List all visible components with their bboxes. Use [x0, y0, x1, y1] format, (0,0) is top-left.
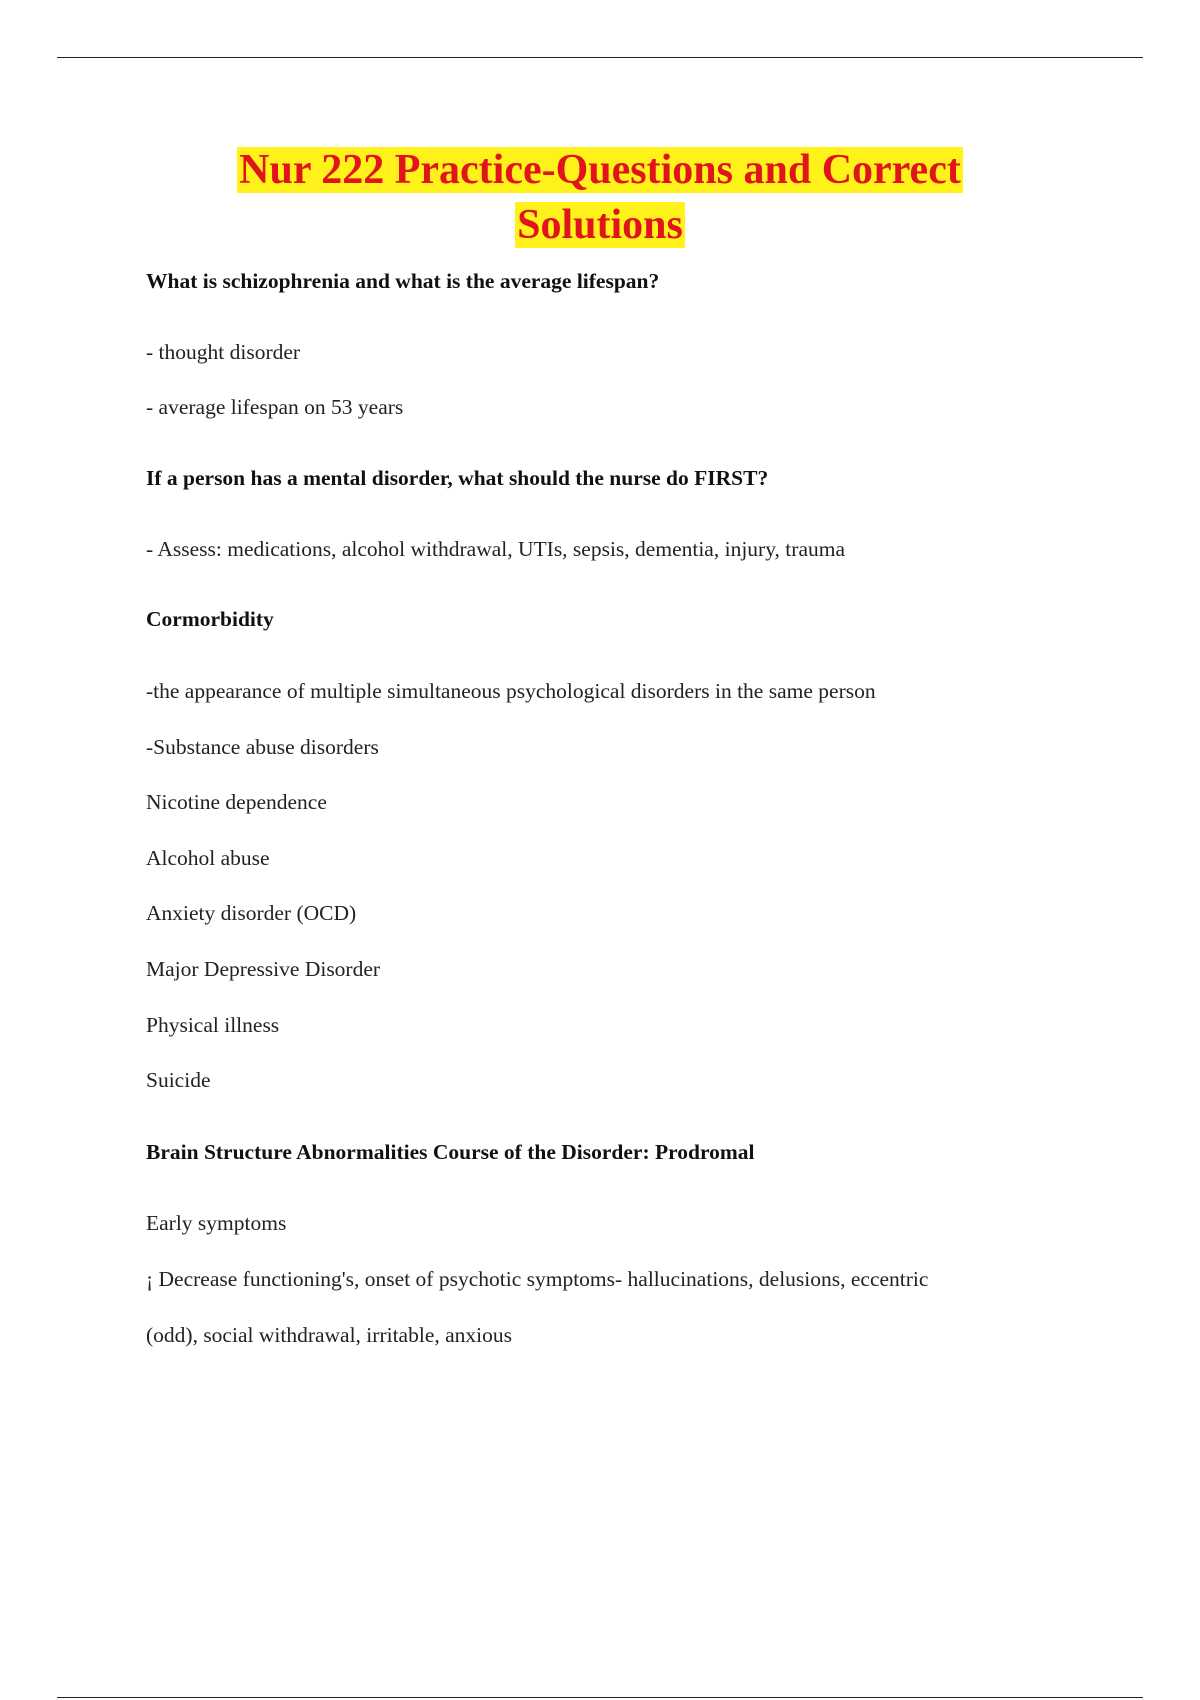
answer-line: Nicotine dependence	[146, 790, 327, 814]
answer-line: Alcohol abuse	[146, 846, 270, 870]
answer-line: Early symptoms	[146, 1211, 287, 1235]
bottom-rule	[57, 1697, 1143, 1698]
answer-line: - Assess: medications, alcohol withdrawal, UTIs, sepsis, dementia, injury, trauma	[146, 537, 846, 561]
title-block	[0, 143, 1200, 253]
answer-line: -Substance abuse disorders	[146, 735, 379, 759]
question-heading: What is schizophrenia and what is the average lifespan?	[146, 269, 660, 293]
answer-line: ¡ Decrease functioning's, onset of psychotic symptoms- hallucinations, delusions, eccentric	[146, 1267, 929, 1291]
answer-line: Anxiety disorder (OCD)	[146, 901, 357, 925]
answer-line: Physical illness	[146, 1013, 280, 1037]
answer-line: Major Depressive Disorder	[146, 957, 381, 981]
document-body	[146, 266, 1106, 1350]
top-rule	[57, 57, 1143, 58]
question-heading: If a person has a mental disorder, what should the nurse do FIRST?	[146, 466, 769, 490]
answer-line: -the appearance of multiple simultaneous psychological disorders in the same person	[146, 679, 876, 703]
question-heading: Cormorbidity	[146, 607, 274, 631]
document-title: Nur 222 Practice-Questions and Correct Solutions	[239, 147, 961, 248]
answer-line: - thought disorder	[146, 340, 301, 364]
answer-line: Suicide	[146, 1068, 211, 1092]
answer-line: - average lifespan on 53 years	[146, 395, 404, 419]
question-heading: Brain Structure Abnormalities Course of the Disorder: Prodromal	[146, 1140, 755, 1164]
answer-line: (odd), social withdrawal, irritable, anxious	[146, 1323, 512, 1347]
